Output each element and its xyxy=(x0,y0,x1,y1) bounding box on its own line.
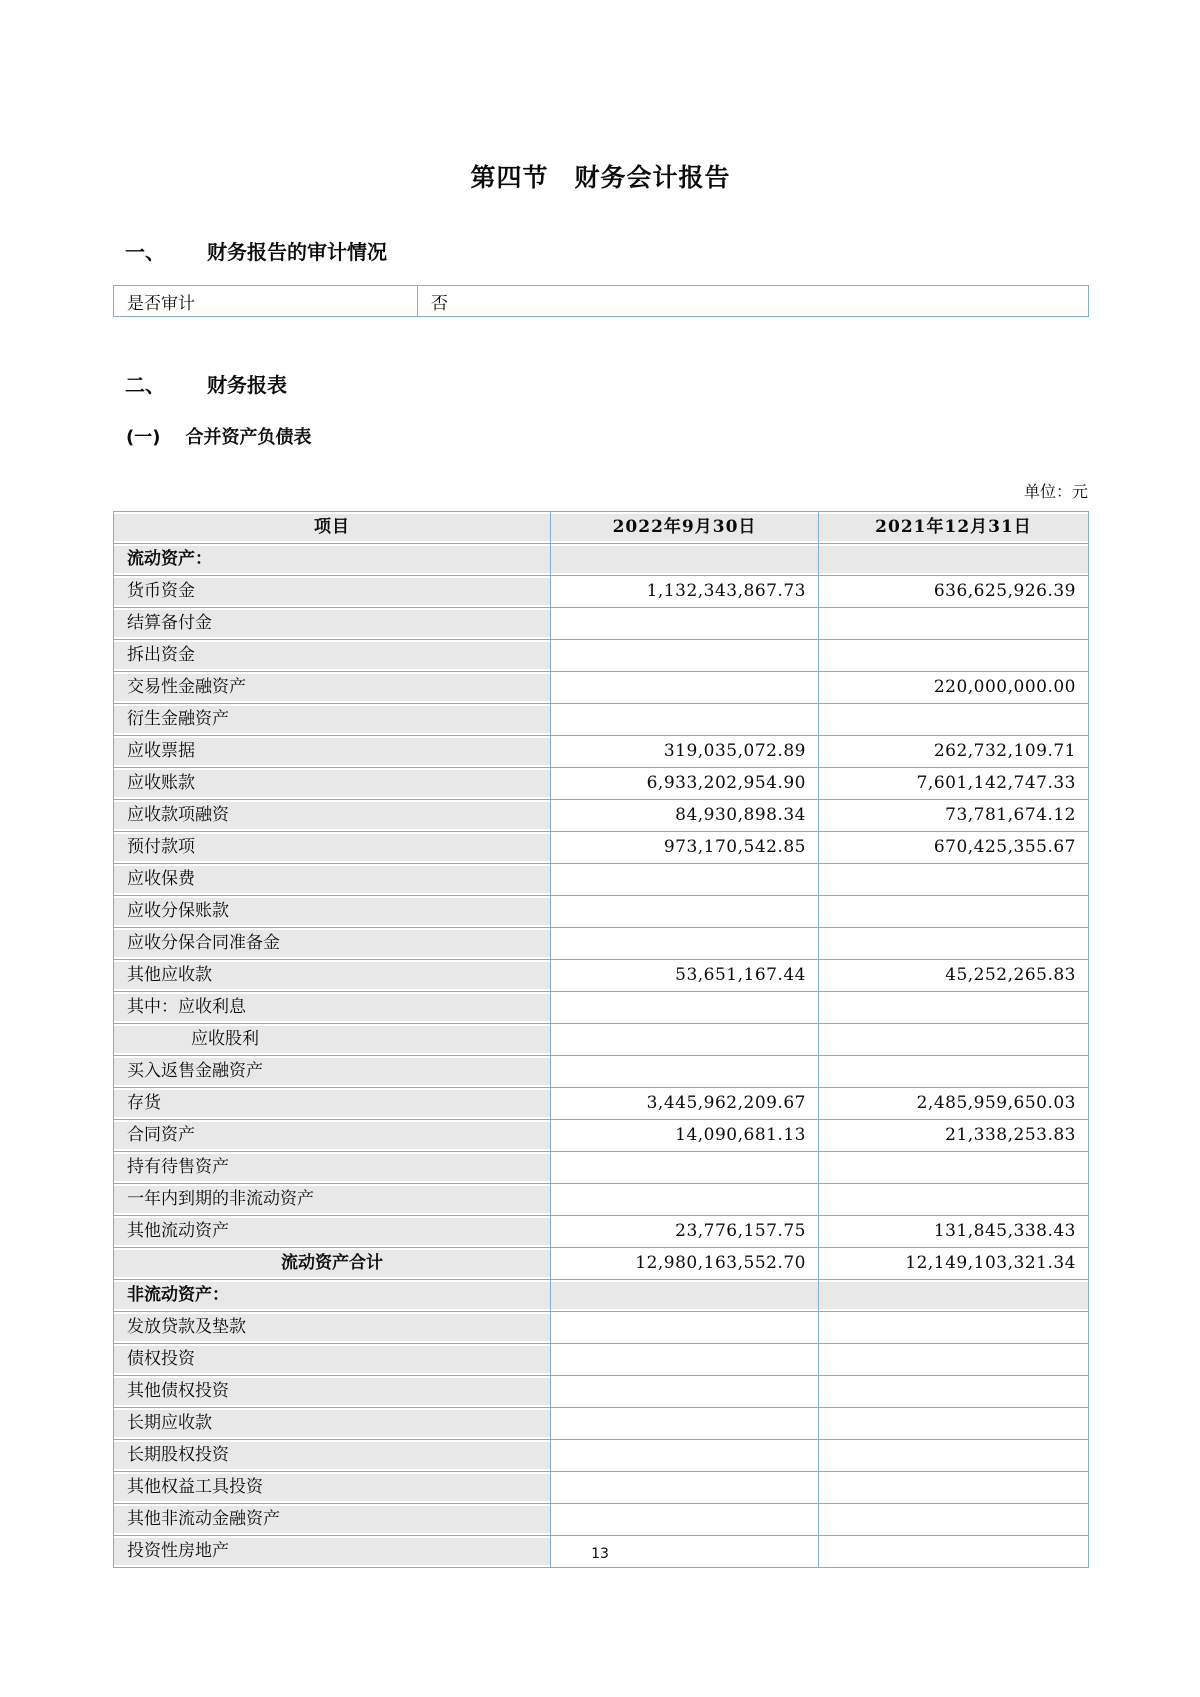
table-row xyxy=(114,1408,1089,1440)
page-title xyxy=(113,158,1088,194)
item-cell xyxy=(114,1088,551,1120)
item-value xyxy=(819,1442,1088,1469)
item-value: 84,930,898.34 xyxy=(675,805,806,825)
value-cell-2021 xyxy=(819,544,1089,576)
item-value xyxy=(551,898,818,925)
item-value xyxy=(551,1314,818,1341)
item-value: 12,149,103,321.34 xyxy=(905,1253,1076,1273)
item-label: 其中：应收利息 xyxy=(114,994,550,1021)
item-value: 7,601,142,747.33 xyxy=(916,773,1076,793)
value-cell-2022 xyxy=(551,768,819,800)
item-cell xyxy=(114,768,551,800)
audit-table xyxy=(113,285,1089,317)
item-label: 流动资产： xyxy=(114,546,550,573)
value-cell-2021 xyxy=(819,1120,1089,1152)
item-cell xyxy=(114,1472,551,1504)
item-cell xyxy=(114,640,551,672)
value-cell-2022 xyxy=(551,992,819,1024)
value-cell-2022 xyxy=(551,1472,819,1504)
value-cell-2022 xyxy=(551,1056,819,1088)
value-cell-2021 xyxy=(819,736,1089,768)
value-cell-2021 xyxy=(819,1408,1089,1440)
item-value xyxy=(819,994,1088,1021)
table-row xyxy=(114,736,1089,768)
value-cell-2021 xyxy=(819,1024,1089,1056)
item-value xyxy=(819,1474,1088,1501)
item-value xyxy=(551,1154,818,1181)
item-value xyxy=(819,1410,1088,1437)
item-label: 应收分保账款 xyxy=(114,898,550,925)
table-row xyxy=(114,1312,1089,1344)
value-cell-2021 xyxy=(819,1280,1089,1312)
table-row xyxy=(114,832,1089,864)
table-row xyxy=(114,1152,1089,1184)
item-value xyxy=(551,706,818,733)
item-cell xyxy=(114,1344,551,1376)
value-cell-2022 xyxy=(551,1248,819,1280)
item-cell xyxy=(114,1056,551,1088)
item-value xyxy=(551,1026,818,1053)
item-value xyxy=(819,610,1088,637)
item-cell xyxy=(114,672,551,704)
table-row xyxy=(114,1248,1089,1280)
item-label: 应收保费 xyxy=(114,866,550,893)
value-cell-2021 xyxy=(819,1056,1089,1088)
audit-answer-cell xyxy=(418,286,1089,317)
item-label: 货币资金 xyxy=(114,578,550,605)
value-cell-2022 xyxy=(551,608,819,640)
item-value: 23,776,157.75 xyxy=(675,1221,806,1241)
item-cell xyxy=(114,992,551,1024)
item-cell xyxy=(114,704,551,736)
value-cell-2021 xyxy=(819,1440,1089,1472)
item-cell xyxy=(114,1504,551,1536)
section2-1-heading xyxy=(113,423,1088,449)
value-cell-2022 xyxy=(551,1088,819,1120)
audit-answer: 否 xyxy=(431,293,448,314)
value-cell-2022 xyxy=(551,1120,819,1152)
item-value: 636,625,926.39 xyxy=(933,581,1076,601)
item-cell xyxy=(114,1184,551,1216)
value-cell-2022 xyxy=(551,1376,819,1408)
item-cell xyxy=(114,1440,551,1472)
value-cell-2022 xyxy=(551,1024,819,1056)
table-row xyxy=(114,1120,1089,1152)
table-row xyxy=(114,672,1089,704)
item-cell xyxy=(114,928,551,960)
item-cell xyxy=(114,1152,551,1184)
value-cell-2021 xyxy=(819,1216,1089,1248)
value-cell-2022 xyxy=(551,1152,819,1184)
item-value xyxy=(819,546,1088,573)
item-cell xyxy=(114,1216,551,1248)
item-label: 存货 xyxy=(114,1090,550,1117)
section1-number: 一、 xyxy=(125,240,165,264)
item-label: 持有待售资产 xyxy=(114,1154,550,1181)
item-cell xyxy=(114,864,551,896)
item-label: 结算备付金 xyxy=(114,610,550,637)
item-label: 应收股利 xyxy=(114,1026,550,1053)
item-value xyxy=(551,1506,818,1533)
section1-heading xyxy=(113,236,1088,265)
value-cell-2021 xyxy=(819,640,1089,672)
table-row xyxy=(114,1376,1089,1408)
item-value xyxy=(551,994,818,1021)
item-cell xyxy=(114,896,551,928)
table-row xyxy=(114,896,1089,928)
item-label: 债权投资 xyxy=(114,1346,550,1373)
unit-label: 单位：元 xyxy=(1023,482,1088,501)
item-label: 长期股权投资 xyxy=(114,1442,550,1469)
item-value: 319,035,072.89 xyxy=(663,741,806,761)
section2-1-number: (一) xyxy=(126,427,161,448)
value-cell-2022 xyxy=(551,736,819,768)
table-row xyxy=(114,704,1089,736)
value-cell-2022 xyxy=(551,832,819,864)
page-number: 13 xyxy=(591,1546,609,1562)
item-value xyxy=(551,1346,818,1373)
value-cell-2021 xyxy=(819,1088,1089,1120)
value-cell-2021 xyxy=(819,896,1089,928)
item-cell xyxy=(114,1120,551,1152)
item-value xyxy=(819,1346,1088,1373)
item-label: 长期应收款 xyxy=(114,1410,550,1437)
item-value: 220,000,000.00 xyxy=(933,677,1076,697)
item-label: 其他流动资产 xyxy=(114,1218,550,1245)
item-cell xyxy=(114,1312,551,1344)
value-cell-2022 xyxy=(551,1344,819,1376)
item-value xyxy=(819,898,1088,925)
value-cell-2022 xyxy=(551,1216,819,1248)
table-row xyxy=(114,1440,1089,1472)
value-cell-2021 xyxy=(819,576,1089,608)
item-value xyxy=(551,1442,818,1469)
value-cell-2021 xyxy=(819,960,1089,992)
item-label: 买入返售金融资产 xyxy=(114,1058,550,1085)
item-value xyxy=(819,1186,1088,1213)
item-value xyxy=(819,866,1088,893)
item-label: 其他应收款 xyxy=(114,962,550,989)
section1-label: 财务报告的审计情况 xyxy=(207,240,387,264)
header-item: 项目 xyxy=(114,512,551,544)
balance-sheet-table xyxy=(113,511,1089,1568)
item-value: 45,252,265.83 xyxy=(945,965,1076,985)
item-value xyxy=(551,866,818,893)
value-cell-2021 xyxy=(819,1152,1089,1184)
item-value xyxy=(819,642,1088,669)
section2-label: 财务报表 xyxy=(207,373,287,397)
value-cell-2021 xyxy=(819,928,1089,960)
value-cell-2021 xyxy=(819,672,1089,704)
item-label: 投资性房地产 xyxy=(114,1538,550,1565)
item-label: 应收款项融资 xyxy=(114,802,550,829)
item-cell xyxy=(114,1248,551,1280)
value-cell-2021 xyxy=(819,704,1089,736)
item-value xyxy=(819,1282,1088,1309)
value-cell-2021 xyxy=(819,1504,1089,1536)
section2-number: 二、 xyxy=(125,373,165,397)
item-value xyxy=(819,1506,1088,1533)
value-cell-2021 xyxy=(819,608,1089,640)
item-value: 21,338,253.83 xyxy=(945,1125,1076,1145)
header-date-2022: 2022年9月30日 xyxy=(551,512,819,544)
item-cell xyxy=(114,1408,551,1440)
item-label: 预付款项 xyxy=(114,834,550,861)
item-value xyxy=(551,1058,818,1085)
item-label: 交易性金融资产 xyxy=(114,674,550,701)
item-value: 53,651,167.44 xyxy=(675,965,806,985)
value-cell-2022 xyxy=(551,1504,819,1536)
value-cell-2022 xyxy=(551,1312,819,1344)
value-cell-2021 xyxy=(819,1248,1089,1280)
item-cell xyxy=(114,832,551,864)
audit-question-cell xyxy=(114,286,418,317)
item-value xyxy=(819,1154,1088,1181)
item-value: 1,132,343,867.73 xyxy=(646,581,806,601)
item-value: 14,090,681.13 xyxy=(675,1125,806,1145)
item-label: 发放贷款及垫款 xyxy=(114,1314,550,1341)
item-label: 流动资产合计 xyxy=(114,1250,550,1277)
value-cell-2021 xyxy=(819,1472,1089,1504)
item-label: 合同资产 xyxy=(114,1122,550,1149)
value-cell-2021 xyxy=(819,992,1089,1024)
item-label: 其他非流动金融资产 xyxy=(114,1506,550,1533)
table-row xyxy=(114,1024,1089,1056)
item-value: 670,425,355.67 xyxy=(933,837,1076,857)
value-cell-2022 xyxy=(551,640,819,672)
audit-question: 是否审计 xyxy=(127,293,195,314)
item-value xyxy=(551,610,818,637)
value-cell-2022 xyxy=(551,928,819,960)
table-row xyxy=(114,1472,1089,1504)
table-row xyxy=(114,576,1089,608)
item-label: 其他债权投资 xyxy=(114,1378,550,1405)
item-value xyxy=(819,1314,1088,1341)
item-cell xyxy=(114,1376,551,1408)
item-label: 应收分保合同准备金 xyxy=(114,930,550,957)
value-cell-2022 xyxy=(551,896,819,928)
table-row xyxy=(114,1216,1089,1248)
value-cell-2022 xyxy=(551,1440,819,1472)
table-row xyxy=(114,928,1089,960)
item-value xyxy=(551,930,818,957)
section2-1-label: 合并资产负债表 xyxy=(185,427,312,448)
table-row xyxy=(114,1280,1089,1312)
table-row xyxy=(114,800,1089,832)
table-row xyxy=(114,544,1089,576)
table-row xyxy=(114,608,1089,640)
item-value: 12,980,163,552.70 xyxy=(635,1253,806,1273)
item-value: 6,933,202,954.90 xyxy=(646,773,806,793)
item-label: 非流动资产： xyxy=(114,1282,550,1309)
item-value xyxy=(819,1378,1088,1405)
item-value xyxy=(819,930,1088,957)
table-row xyxy=(114,1088,1089,1120)
table-row xyxy=(114,992,1089,1024)
value-cell-2021 xyxy=(819,864,1089,896)
item-value xyxy=(551,1378,818,1405)
item-cell xyxy=(114,1280,551,1312)
item-cell xyxy=(114,960,551,992)
value-cell-2022 xyxy=(551,1184,819,1216)
header-date-2021: 2021年12月31日 xyxy=(819,512,1089,544)
title-text: 财务会计报告 xyxy=(574,163,731,192)
item-value xyxy=(551,1186,818,1213)
value-cell-2021 xyxy=(819,800,1089,832)
item-value xyxy=(819,1026,1088,1053)
value-cell-2022 xyxy=(551,672,819,704)
item-cell xyxy=(114,608,551,640)
table-row xyxy=(114,640,1089,672)
table-row xyxy=(114,1504,1089,1536)
table-row xyxy=(114,864,1089,896)
table-body xyxy=(114,544,1089,1568)
item-label: 一年内到期的非流动资产 xyxy=(114,1186,550,1213)
item-value: 973,170,542.85 xyxy=(663,837,806,857)
value-cell-2021 xyxy=(819,832,1089,864)
value-cell-2022 xyxy=(551,1408,819,1440)
title-section-number: 第四节 xyxy=(470,163,549,192)
value-cell-2021 xyxy=(819,1376,1089,1408)
item-cell xyxy=(114,576,551,608)
value-cell-2021 xyxy=(819,1312,1089,1344)
audit-row xyxy=(114,286,1089,317)
value-cell-2021 xyxy=(819,1344,1089,1376)
item-value xyxy=(819,1058,1088,1085)
item-label: 拆出资金 xyxy=(114,642,550,669)
value-cell-2022 xyxy=(551,864,819,896)
item-value: 2,485,959,650.03 xyxy=(916,1093,1076,1113)
item-value: 131,845,338.43 xyxy=(933,1221,1076,1241)
item-value xyxy=(551,674,818,701)
item-label: 其他权益工具投资 xyxy=(114,1474,550,1501)
item-value: 73,781,674.12 xyxy=(945,805,1076,825)
value-cell-2021 xyxy=(819,768,1089,800)
section2-heading xyxy=(113,369,1088,398)
item-cell xyxy=(114,736,551,768)
item-value: 262,732,109.71 xyxy=(933,741,1076,761)
table-header-row xyxy=(114,512,1089,544)
table-row xyxy=(114,1344,1089,1376)
item-value xyxy=(551,642,818,669)
item-label: 应收票据 xyxy=(114,738,550,765)
item-value xyxy=(551,1282,818,1309)
value-cell-2022 xyxy=(551,704,819,736)
item-value xyxy=(551,1410,818,1437)
item-value: 3,445,962,209.67 xyxy=(646,1093,806,1113)
table-row xyxy=(114,1184,1089,1216)
item-label: 衍生金融资产 xyxy=(114,706,550,733)
table-row xyxy=(114,1056,1089,1088)
value-cell-2022 xyxy=(551,800,819,832)
item-cell xyxy=(114,544,551,576)
table-row xyxy=(114,960,1089,992)
value-cell-2022 xyxy=(551,960,819,992)
item-cell xyxy=(114,1024,551,1056)
value-cell-2022 xyxy=(551,576,819,608)
item-cell xyxy=(114,800,551,832)
table-row xyxy=(114,768,1089,800)
item-value xyxy=(819,706,1088,733)
item-label: 应收账款 xyxy=(114,770,550,797)
value-cell-2022 xyxy=(551,544,819,576)
value-cell-2021 xyxy=(819,1184,1089,1216)
value-cell-2022 xyxy=(551,1280,819,1312)
item-value xyxy=(551,1474,818,1501)
item-value xyxy=(551,546,818,573)
